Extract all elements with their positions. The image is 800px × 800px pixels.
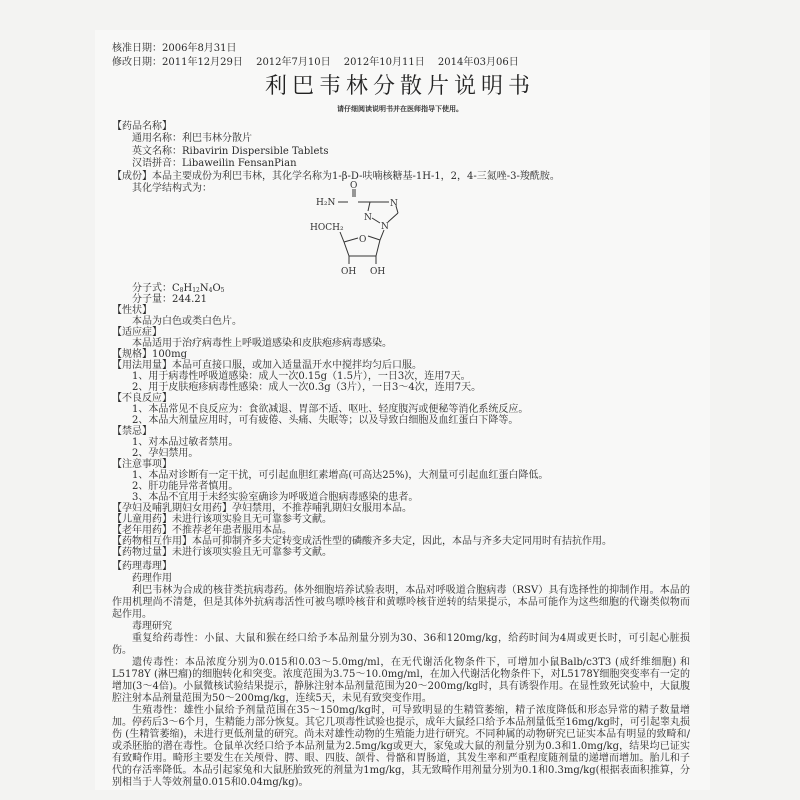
dosage-item: 1、用于病毒性呼吸道感染：成人一次0.15g（1.5片），一日3次，连用7天。 <box>132 371 471 382</box>
document-title: 利巴韦林分散片说明书 <box>264 74 535 99</box>
pinyin-name: 汉语拼音：Libaweilin FensanPian <box>132 158 297 170</box>
adverse-item: 2、本品大剂量应用时，可有疲倦、头痛、失眠等；以及导致白细胞及血红蛋白下降等。 <box>132 415 519 426</box>
formula-part: O <box>212 283 221 294</box>
structure-atom: OH <box>370 267 386 277</box>
adverse-item: 1、本品常见不良反应为：食欲减退、胃部不适、呕吐、轻度腹泻或便秘等消化系统反应。 <box>132 404 529 415</box>
molecular-formula <box>112 283 690 294</box>
specification: 【规格】100mg <box>112 349 187 360</box>
composition-text: 【成份】本品主要成份为利巴韦林，其化学名称为1-β-D-呋喃核糖基-1H-1，2，4-三氮唑-3-羧酰胺。 <box>112 170 560 182</box>
toxicology-paragraph: 重复给药毒性：小鼠、大鼠和猴在经口给予本品剂量分别为30、36和120mg/kg，给药时间为4周或更长时，可引起心脏损伤。 <box>112 633 690 656</box>
pharmacology-heading: 【药理毒理】 <box>112 561 172 572</box>
indications-text: 本品适用于治疗病毒性上呼吸道感染和皮肤疱疹病毒感染。 <box>132 338 392 349</box>
formula-label: 分子式： <box>132 283 172 294</box>
approval-date: 核准日期：2006年8月31日 <box>112 43 237 54</box>
revision-dates: 修改日期：2011年12月29日 2012年7月10日 2012年10月11日 2014年03月06日 <box>112 57 519 68</box>
drug-name-heading: 【药品名称】 <box>112 121 172 132</box>
pregnancy-section: 【孕妇及哺乳期妇女用药】孕妇禁用，不推荐哺乳期妇女服用本品。 <box>112 503 412 514</box>
pediatric-section: 【儿童用药】未进行该项实验且无可靠参考文献。 <box>112 514 332 525</box>
toxicology-subheading: 毒理研究 <box>132 621 172 632</box>
indications-heading: 【适应症】 <box>112 327 162 338</box>
properties-heading: 【性状】 <box>112 305 152 316</box>
main-sections <box>112 283 690 558</box>
generic-name: 通用名称：利巴韦林分散片 <box>132 133 252 145</box>
precaution-item: 2、肝功能异常者慎用。 <box>132 481 239 492</box>
molecular-weight: 分子量：244.21 <box>132 294 207 305</box>
formula-part: C <box>172 283 180 294</box>
pharmacology-paragraph: 利巴韦林为合成的核苷类抗病毒药。体外细胞培养试验表明，本品对呼吸道合胞病毒（RSV）具有选择性的抑制作用。本品的作用机理尚不清楚，但是其体外抗病毒活性可被鸟嘌呤核苷和黄嘌呤核苷逆转的结果提示，本品可能作为这些细胞的代谢类似物而起作用。 <box>112 585 690 620</box>
contraindication-item: 2、孕妇禁用。 <box>132 448 199 459</box>
dosage-text: 【用法用量】本品可直接口服，或加入适量温开水中搅拌均匀后口服。 <box>112 360 422 371</box>
properties-text: 本品为白色或类白色片。 <box>132 316 242 327</box>
structure-atom: O <box>350 181 358 191</box>
english-name: 英文名称：Ribavirin Dispersible Tablets <box>132 145 329 157</box>
structure-atom: N <box>381 222 389 232</box>
precautions-heading: 【注意事项】 <box>112 459 172 470</box>
chemical-structure <box>300 180 480 280</box>
geriatric-section: 【老年用药】不推荐老年患者服用本品。 <box>112 525 292 536</box>
structure-atom: HOCH₂ <box>310 223 344 233</box>
structure-atom: N <box>390 199 398 209</box>
formula-part: 5 <box>220 287 225 294</box>
precaution-item: 3、本品不宜用于未经实验室确诊为呼吸道合胞病毒感染的患者。 <box>132 492 419 503</box>
formula-part: 8 <box>179 287 184 294</box>
adverse-heading: 【不良反应】 <box>112 393 172 404</box>
contraindications-heading: 【禁忌】 <box>112 426 152 437</box>
interactions-section: 【药物相互作用】本品可抑制齐多夫定转变成活性型的磷酸齐多夫定，因此，本品与齐多夫定同用时有拮抗作用。 <box>112 536 612 547</box>
pharmacology-section <box>112 561 690 789</box>
formula-part: 4 <box>208 287 213 294</box>
formula-part: 12 <box>192 287 200 294</box>
precaution-item: 1、本品对诊断有一定干扰，可引起血胆红素增高(可高达25%)，大剂量可引起血红蛋白降低。 <box>132 470 549 481</box>
structure-label: 其化学结构式为： <box>132 183 212 195</box>
overdose-section: 【药物过量】未进行该项实验且无可靠参考文献。 <box>112 547 332 558</box>
structure-atom: H₂N <box>316 198 336 208</box>
formula-part: N <box>199 283 209 294</box>
toxicology-paragraph: 遗传毒性：本品浓度分别为0.015和0.03～5.0mg/ml，在无代谢活化物条件下，可增加小鼠Balb/c3T3 (成纤维细胞) 和L5178Y (淋巴瘤)的细胞转化和突变。浓度范围为3.75～10.0mg/ml，在加入代谢活化物条件下，对L5178Y细胞突变率有一定的增加(3～4倍)。小鼠微核试验结果提示，静脉注射本品剂量范围为20～200mg/kg时，具有诱裂作用。在显性致死试验中，大鼠腹腔注射本品剂量范围为50～200mg/kg，连续5天，未见有致突变作用。 <box>112 657 690 704</box>
pharmacology-subheading: 药理作用 <box>132 573 172 584</box>
formula-part: H <box>183 283 193 294</box>
structure-atom: OH <box>341 267 357 277</box>
structure-atom: N <box>364 213 372 223</box>
document-subtitle: 请仔细阅读说明书并在医师指导下使用。 <box>337 104 463 113</box>
structure-atom: O <box>359 235 367 245</box>
contraindication-item: 1、对本品过敏者禁用。 <box>132 437 239 448</box>
toxicology-paragraph: 生殖毒性：雄性小鼠给予剂量范围在35～150mg/kg时，可导致明显的生精管萎缩，精子浓度降低和形态异常的精子数量增加。停药后3～6个月，生精能力部分恢复。其它几项毒性试验也提示，成年大鼠经口给予本品剂量低至16mg/kg时，可引起睾丸损伤 (生精管萎缩)，未进行更低剂量的研究。尚未对雄性动物的生殖能力进行研究。不同种属的动物研究已证实本品有明显的致畸和/或杀胚胎的潜在毒性。仓鼠单次经口给予本品剂量为2.5mg/kg或更大，家兔或大鼠的剂量分别为0.3和1.0mg/kg，结果均已证实有致畸作用。畸形主要发生在关颅骨、腭、眼、四肢、颌骨、骨骼和胃肠道，其发生率和严重程度随剂量的递增而增加。胎儿和子代的存活率降低。本品引起家兔和大鼠胚胎致死的剂量为1mg/kg，其无致畸作用剂量分别为0.1和0.3mg/kg(根据表面积推算，分别相当于人等效剂量0.015和0.04mg/kg)。 <box>112 705 690 788</box>
dosage-item: 2、用于皮肤疱疹病毒性感染：成人一次0.3g（3片），一日3～4次，连用7天。 <box>132 382 482 393</box>
